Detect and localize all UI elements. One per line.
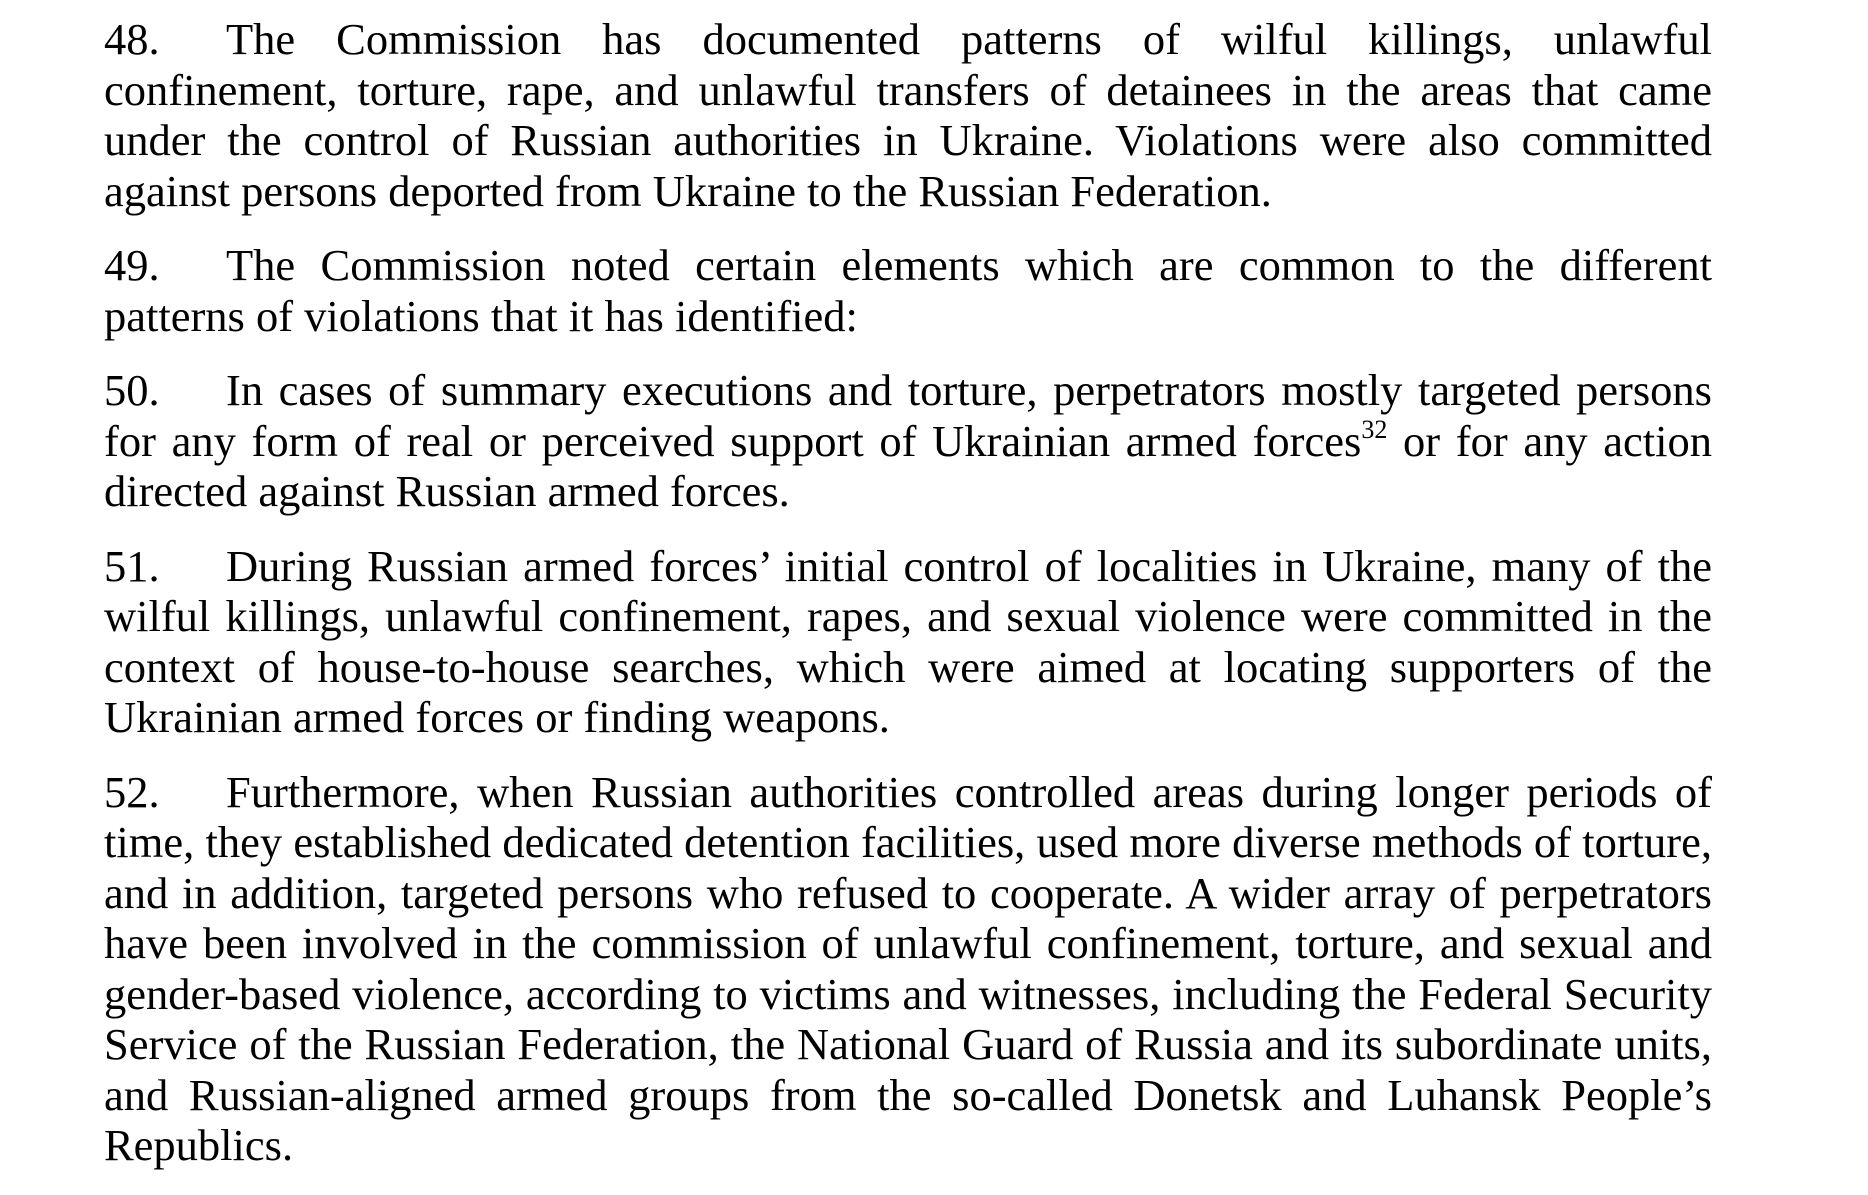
paragraph-text: The Commission has documented patterns of wilful killings, unlawful confinement, torture, rape, and unlawful transfers of detainees in the areas that came under the control of Russian authorities in Ukraine. Violations were also committed against persons deported from Ukraine to the Russian Federation. xyxy=(104,14,1712,216)
paragraph-52 xyxy=(104,767,1712,1171)
paragraph-51 xyxy=(104,541,1712,743)
paragraph-text: Furthermore, when Russian authorities controlled areas during longer periods of time, they established dedicated detention facilities, used more diverse methods of torture, and in addition, targeted persons who refused to cooperate. A wider array of perpetrators have been involved in the commission of unlawful confinement, torture, and sexual and gender-based violence, according to victims and witnesses, including the Federal Security Service of the Russian Federation, the National Guard of Russia and its subordinate units, and Russian-aligned armed groups from the so-called Donetsk and Luhansk People’s Republics. xyxy=(104,766,1712,1170)
paragraph-number: 51. xyxy=(104,540,160,591)
paragraph-text-continued: or for any action directed against Russian armed forces. xyxy=(104,415,1713,516)
paragraph-text: The Commission noted certain elements which are common to the different patterns of violations that it has identified: xyxy=(104,240,1712,341)
paragraph-number: 52. xyxy=(104,766,160,817)
paragraph-text: In cases of summary executions and torture, perpetrators mostly targeted persons for any form of real or perceived support of Ukrainian armed forces xyxy=(104,365,1712,466)
paragraph-number: 49. xyxy=(104,240,160,290)
paragraph-number: 50. xyxy=(104,365,160,415)
paragraph-49 xyxy=(104,240,1712,341)
paragraph-48 xyxy=(104,14,1712,216)
paragraph-number: 48. xyxy=(104,14,160,64)
paragraph-text: During Russian armed forces’ initial control of localities in Ukraine, many of the wilful killings, unlawful confinement, rapes, and sexual violence were committed in the context of house-to-house searches, which were aimed at locating supporters of the Ukrainian armed forces or finding weapons. xyxy=(104,540,1712,742)
footnote-reference[interactable]: 32 xyxy=(1361,414,1388,444)
paragraph-50 xyxy=(104,365,1712,517)
document-body xyxy=(104,14,1712,1195)
